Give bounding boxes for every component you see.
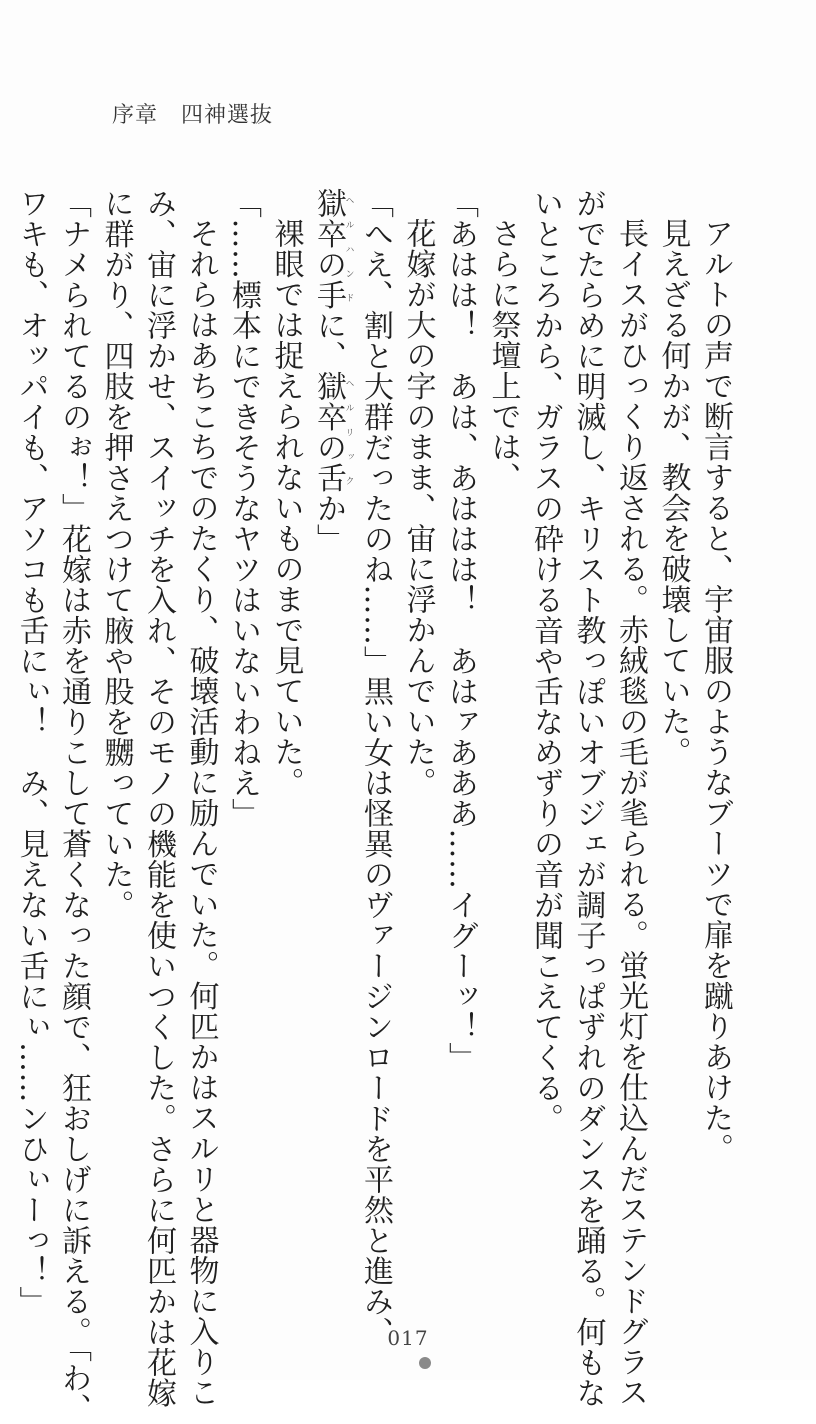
text-line: み、宙に浮かせ、スイッチを入れ、そのモノの機能を使いつくした。さらに何匹かは花嫁 (141, 188, 176, 1408)
text-line: 裸眼では捉えられないものまで見ていた。 (268, 218, 304, 798)
text-line: 「ナメられてるのぉ！」花嫁は赤を通りこして蒼くなった顔で、狂おしげに訴える。「わ、 (56, 188, 91, 1424)
text-line: 「……標本にできそうなヤツはいないわねえ」 (226, 188, 261, 829)
ruby-hell-hand (311, 188, 354, 310)
page-marker-dot (419, 1357, 431, 1369)
ruby-reading: ヘルリック (343, 371, 354, 493)
text-line: アルトの声で断言すると、宇宙服のようなブーツで扉を蹴りあけた。 (698, 218, 733, 1164)
text-line: ワキも、オッパイも、アソコも舌にぃ！ み、見えない舌にぃ……ンひぃーっ！」 (13, 188, 49, 1317)
text-line: さらに祭壇上では、 (485, 218, 521, 493)
page-number: 017 (387, 1326, 429, 1350)
ruby-hell-lick (311, 371, 354, 493)
text-line: 「あはは！ あは、あははは！ あはァあああ……イグーッ！」 (443, 188, 478, 1073)
text-line: に群がり、四肢を押さえつけて腋や股を嬲っていた。 (98, 188, 134, 920)
text-line: いところから、ガラスの砕ける音や舌なめずりの音が聞こえてくる。 (528, 188, 563, 1134)
ruby-base: 獄卒の手 (311, 188, 346, 310)
text-line-with-ruby (307, 188, 354, 1188)
text-line: がでたらめに明滅し、キリスト教っぽいオブジェが調子っぱずれのダンスを踊る。何もな (570, 188, 606, 1408)
text-line: 長イスがひっくり返される。赤絨毯の毛が毟られる。蛍光灯を仕込んだステンドグラス (613, 218, 648, 1408)
ruby-reading: ヘルハンド (343, 188, 354, 310)
ruby-base: 獄卒の舌 (311, 371, 346, 493)
text-line: 「へえ、割と大群だったのね……」黒い女は怪異のヴァージンロードを平然と進み、 (358, 188, 393, 1347)
text-line: 見えざる何かが、教会を破壊していた。 (655, 218, 691, 767)
text-line: それらはあちこちでのたくり、破壊活動に励んでいた。何匹かはスルリと器物に入りこ (183, 218, 219, 1408)
text-line: 花嫁が大の字のまま、宙に浮かんでいた。 (400, 218, 436, 798)
text-fragment: か」 (311, 493, 346, 554)
text-fragment: に、 (311, 310, 346, 371)
running-header: 序章 四神選抜 (112, 103, 274, 128)
